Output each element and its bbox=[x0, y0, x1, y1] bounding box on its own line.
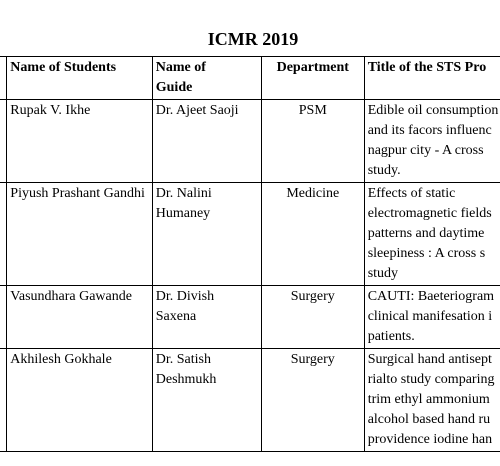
department-cell: Medicine bbox=[261, 183, 364, 286]
title-line: Effects of static bbox=[367, 186, 456, 201]
title-line: study. bbox=[367, 163, 401, 178]
department-cell: Surgery bbox=[261, 349, 364, 452]
project-title-cell bbox=[364, 100, 500, 183]
project-title-cell bbox=[364, 183, 500, 286]
serial-cell bbox=[0, 183, 7, 286]
header-serial bbox=[0, 57, 7, 100]
guide-cell bbox=[152, 100, 261, 183]
guide-line: Dr. Divish bbox=[155, 289, 215, 304]
header-project-title: Title of the STS Pro bbox=[364, 57, 500, 100]
title-line: Edible oil consumption bbox=[367, 103, 499, 118]
header-guide bbox=[152, 57, 261, 100]
serial-cell bbox=[0, 349, 7, 452]
title-line: and its facors influenc bbox=[367, 123, 492, 138]
header-guide-line: Name of bbox=[155, 60, 206, 75]
title-line: nagpur city - A cross bbox=[367, 143, 484, 158]
guide-line: Humaney bbox=[155, 206, 211, 221]
guide-line: Dr. Satish bbox=[155, 352, 211, 367]
student-cell: Piyush Prashant Gandhi bbox=[7, 183, 152, 286]
serial-cell bbox=[0, 286, 7, 349]
guide-line: Deshmukh bbox=[155, 372, 217, 387]
student-cell: Akhilesh Gokhale bbox=[7, 349, 152, 452]
table-row bbox=[0, 100, 500, 183]
guide-line: Dr. Nalini bbox=[155, 186, 212, 201]
student-cell: Vasundhara Gawande bbox=[7, 286, 152, 349]
title-line: clinical manifesation i bbox=[367, 309, 493, 324]
title-line: electromagnetic fields bbox=[367, 206, 492, 221]
title-line: sleepiness : A cross s bbox=[367, 246, 486, 261]
header-department: Department bbox=[261, 57, 364, 100]
table-container bbox=[0, 56, 500, 456]
title-line: patterns and daytime bbox=[367, 226, 485, 241]
title-line: providence iodine han bbox=[367, 432, 493, 447]
page-title: ICMR 2019 bbox=[207, 29, 299, 49]
project-title-cell bbox=[364, 286, 500, 349]
table-row bbox=[0, 286, 500, 349]
title-line: rialto study comparing bbox=[367, 372, 495, 387]
title-line: alcohol based hand ru bbox=[367, 412, 491, 427]
title-line: patients. bbox=[367, 329, 415, 344]
title-line: CAUTI: Baeteriogram bbox=[367, 289, 495, 304]
guide-line: Saxena bbox=[155, 309, 197, 324]
department-cell: Surgery bbox=[261, 286, 364, 349]
title-line: Surgical hand antisept bbox=[367, 352, 492, 367]
serial-cell bbox=[0, 100, 7, 183]
title-line: study bbox=[367, 266, 399, 281]
sts-projects-table bbox=[0, 56, 500, 452]
table-row bbox=[0, 349, 500, 452]
student-cell: Rupak V. Ikhe bbox=[7, 100, 152, 183]
project-title-cell bbox=[364, 349, 500, 452]
guide-cell bbox=[152, 349, 261, 452]
table-row bbox=[0, 183, 500, 286]
guide-cell bbox=[152, 183, 261, 286]
header-student: Name of Students bbox=[7, 57, 152, 100]
department-cell: PSM bbox=[261, 100, 364, 183]
table-header-row bbox=[0, 57, 500, 100]
guide-cell bbox=[152, 286, 261, 349]
header-guide-line: Guide bbox=[155, 80, 193, 95]
guide-line: Dr. Ajeet Saoji bbox=[155, 103, 239, 118]
title-line: trim ethyl ammonium bbox=[367, 392, 490, 407]
